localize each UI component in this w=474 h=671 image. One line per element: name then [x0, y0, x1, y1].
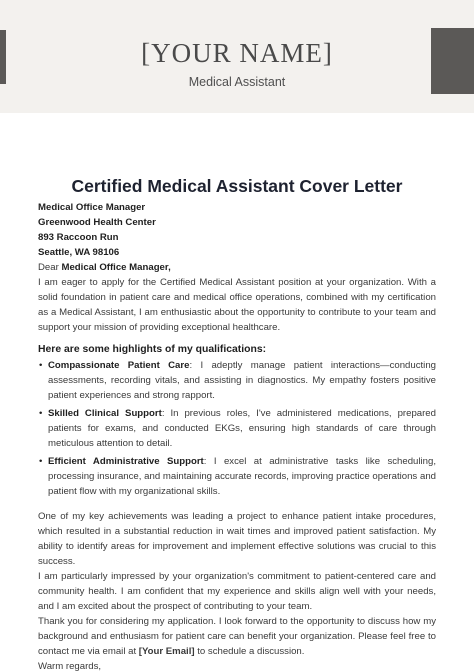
- applicant-role: Medical Assistant: [188, 75, 286, 89]
- salutation-name: Medical Office Manager,: [61, 262, 171, 273]
- recipient-line: Greenwood Health Center: [38, 217, 156, 228]
- salutation: [38, 260, 436, 275]
- qualification-text: : In previous roles, I've administered medications, prepared patients for exams, and conducted EKGs, ensuring high standards of care through meticulous attention to detail.: [48, 408, 436, 449]
- intro-paragraph: I am eager to apply for the Certified Medical Assistant position at your organization. With a solid foundation in patient care and medical office operations, combined with my certification as a Medical Assistant, I am enthusiastic about the opportunity to contribute to your team and support your mission of providing exceptional healthcare.: [38, 277, 436, 333]
- recipient-line: Medical Office Manager: [38, 202, 146, 213]
- closing-text-end: to schedule a discussion.: [194, 646, 305, 657]
- qualifications-list: [38, 358, 436, 499]
- qualification-text: : I adeptly manage patient interactions—conducting assessments, recording vitals, and assisting in diagnostics. My empathy fosters positive patient experiences and strong rapport.: [48, 360, 436, 401]
- qualification-title: Skilled Clinical Support: [48, 408, 162, 419]
- recipient-address: [38, 200, 436, 260]
- qualification-text: : I excel at administrative tasks like scheduling, processing insurance, and maintaining accurate records, improving practice operations and patient flow with my organizational skills.: [48, 456, 436, 497]
- qualification-title: Compassionate Patient Care: [48, 360, 190, 371]
- highlights-heading: Here are some highlights of my qualifications:: [38, 344, 267, 355]
- bullet-icon: •: [39, 360, 43, 371]
- qualification-title: Efficient Administrative Support: [48, 456, 204, 467]
- signoff: Warm regards,: [38, 661, 102, 671]
- letter-body: [38, 176, 436, 671]
- salutation-prefix: Dear: [38, 262, 62, 273]
- bullet-icon: •: [39, 456, 43, 467]
- recipient-line: 893 Raccoon Run: [38, 232, 119, 243]
- qualification-item: [38, 358, 436, 403]
- impressed-paragraph: I am particularly impressed by your organization's commitment to patient-centered care and community health. I am confident that my experience and skills align well with your needs, and I am excited about the prospect of contributing to your team.: [38, 571, 436, 612]
- closing-text: Thank you for considering my application. I look forward to the opportunity to discuss how my background and enthusiasm for patient care can benefit your organization. Please feel free to contact me via email at: [38, 616, 436, 657]
- achievement-paragraph: One of my key achievements was leading a project to enhance patient intake procedures, which resulted in a substantial reduction in wait times and improved patient satisfaction. My ability to identify areas for improvement and implement effective solutions was crucial to this success.: [38, 511, 436, 567]
- bullet-icon: •: [39, 408, 43, 419]
- qualification-item: [38, 454, 436, 499]
- letter-title: Certified Medical Assistant Cover Letter: [71, 176, 403, 196]
- applicant-name: [YOUR NAME]: [141, 38, 333, 68]
- closing-paragraph: [38, 614, 436, 659]
- recipient-line: Seattle, WA 98106: [38, 247, 120, 258]
- spacer: [38, 502, 436, 509]
- qualification-item: [38, 406, 436, 451]
- contact-email: [Your Email]: [138, 646, 195, 657]
